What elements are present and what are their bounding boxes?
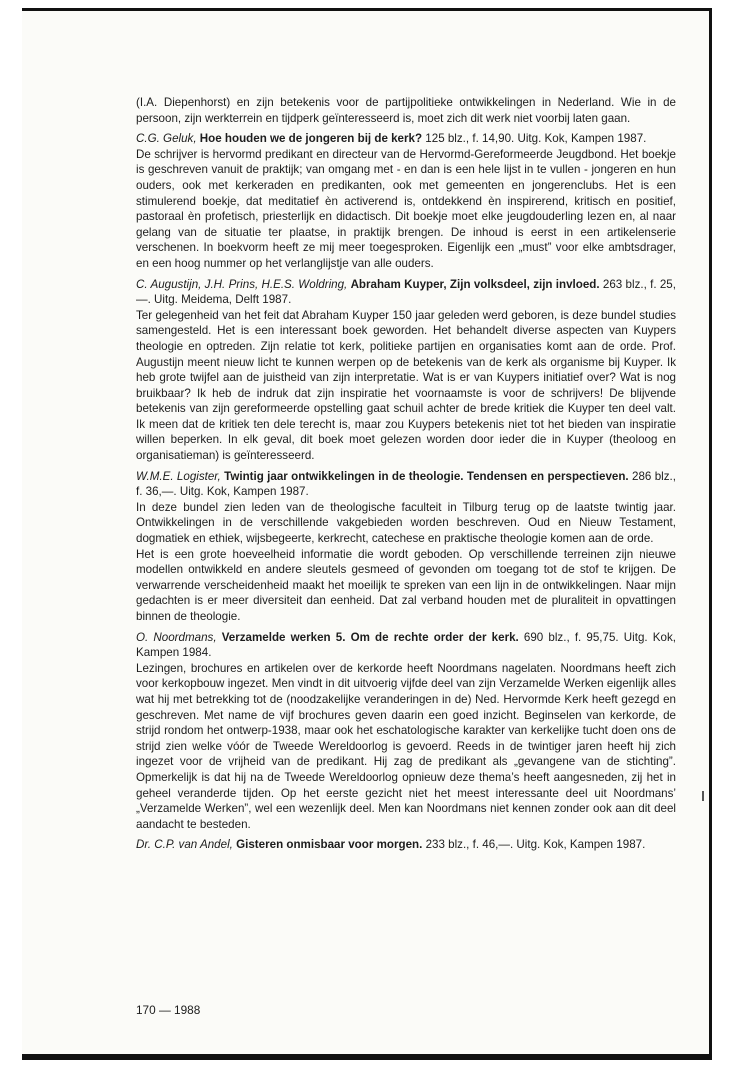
review-logister-2: Het is een grote hoeveelheid informatie die wordt geboden. Op verschillende terreinen zijn nieuwe modellen ontwikkeld en andere sleutels gesmeed of gevonden om toegang tot de stof te krijgen. De verwarrende verscheidenheid maakt het moeilijk te spreken van een lijn in de ontwikkelingen. Naar mijn gedachten is er meer diversiteit dan eenheid. Dat zal verband houden met de pluraliteit in opvattingen binnen de theologie. [136, 547, 676, 623]
review-noordmans: Lezingen, brochures en artikelen over de kerkorde heeft Noordmans nagelaten. Noordmans heeft zich voor kerkopbouw ingezet. Men vindt in dit uitvoerig vijfde deel van zijn Verzamelde Werken eigenlijk alles wat hij met betrekking tot de (noodzakelijke veranderingen in de) Ned. Hervormde Kerk heeft gezegd en geschreven. Met name de vijf brochures geven daarin een goed inzicht. Beginselen van kerkorde, de strijd rondom het ontwerp-1938, maar ook het eschatologische karakter van kerkelijke tucht doen ons de strijd zien welke vóór de Tweede Wereldoorlog is gevoerd. Reeds in de twintiger jaren heeft hij zich ingezet voor de vrijheid van de predikant. Hij zag de predikant als „gevangene van de stichting”. Opmerkelijk is dat hij na de Tweede Wereldoorlog opnieuw deze thema’s heeft aangesneden, zij het in geheel veranderde tijden. Op het eerste gezicht niet het meest interessante deel uit Noordmans’ „Verzamelde Werken”, wel een wezenlijk deel. Men kan Noordmans niet kennen zonder ook aan dit deel aandacht te besteden. [136, 661, 676, 831]
entry-details: 125 blz., f. 14,90. Uitg. Kok, Kampen 1987. [425, 132, 647, 146]
entry-author: Dr. C.P. van Andel, [136, 838, 233, 852]
book-entry-van-andel [136, 837, 676, 853]
review-augustijn: Ter gelegenheid van het feit dat Abraham Kuyper 150 jaar geleden werd geboren, is deze bundel studies samengesteld. Het is een interessant boek geworden. Het behandelt diverse aspecten van Kuypers theologie en optreden. Zijn relatie tot kerk, politieke partijen en organisaties komt aan de orde. Prof. Augustijn meent nieuw licht te kunnen werpen op de betekenis van de kerk als organisme bij Kuyper. Ik heb grote twijfel aan de juistheid van zijn interpretatie. Wat is er van Kuypers initiatief over? Wat is nog bruikbaar? Ik heb de indruk dat zijn inspiratie het voornaamste is voor de schrijvers! De blijvende betekenis van zijn gereformeerde opstelling gaat schuil achter de brede kritiek die Kuyper ten deel valt. Ik meen dat de kritiek ten dele terecht is, maar zou Kuypers betekenis niet tot het bieden van inspiratie willen beperken. In elk geval, dit boek moet gelezen worden door ieder die in Kuyper (theoloog en organisatieman) is geïnteresseerd. [136, 308, 676, 463]
entry-author: C. Augustijn, J.H. Prins, H.E.S. Woldring, [136, 277, 348, 291]
page-number: 170 — 1988 [136, 1003, 201, 1017]
book-entry-augustijn [136, 277, 676, 308]
scan-margin-mark [702, 791, 704, 801]
entry-title: Verzamelde werken 5. Om de rechte order der kerk. [221, 630, 519, 644]
entry-details: 263 blz., f. 25,—. Uitg. Meidema, Delft 1987. [136, 277, 676, 307]
entry-details: 690 blz., f. 95,75. Uitg. Kok, Kampen 1984. [136, 630, 676, 660]
entry-author: C.G. Geluk, [136, 132, 197, 146]
entry-details: 233 blz., f. 46,—. Uitg. Kok, Kampen 1987. [425, 838, 646, 852]
entry-title: Gisteren onmisbaar voor morgen. [236, 838, 423, 852]
review-logister-1: In deze bundel zien leden van de theologische faculteit in Tilburg terug op de laatste twintig jaar. Ontwikkelingen in de verschillende vakgebieden worden beschreven. Oud en Nieuw Testament, dogmatiek en ethiek, wijsbegeerte, kerkrecht, catechese en praktische theologie komen aan de orde. [136, 500, 676, 546]
entry-title: Twintig jaar ontwikkelingen in de theologie. Tendensen en perspectieven. [224, 469, 629, 483]
entry-title: Hoe houden we de jongeren bij de kerk? [199, 132, 423, 146]
entry-author: W.M.E. Logister, [136, 469, 221, 483]
entry-details: 286 blz., f. 36,—. Uitg. Kok, Kampen 1987. [136, 469, 676, 499]
page-body [136, 95, 676, 853]
book-entry-noordmans [136, 630, 676, 661]
entry-author: O. Noordmans, [136, 630, 217, 644]
review-geluk: De schrijver is hervormd predikant en directeur van de Hervormd-Gereformeerde Jeugdbond. Het boekje is geschreven vanuit de praktijk; van omgang met - en dan is een hele lijst in te vullen - jongeren en hun ouders, ook met kerkeraden en predikanten, ook met gemeenten en jongerenclubs. Het is een stimulerend boekje, dat meditatief èn activerend is, ontdekkend èn inspirerend, kritisch en positief, pastoraal èn profetisch, priesterlijk en didactisch. Dit boekje moet elke jeugdouderling lezen en, al naar gelang van de situatie ter plaatse, in praktijk brengen. De inhoud is eerst in een artikelenserie verschenen. In boekvorm heeft ze mij meer toegesproken. Eigenlijk een „must” voor elke ambtsdrager, en een hoog nummer op het verlanglijstje van alle ouders. [136, 147, 676, 270]
document-page [22, 8, 712, 1060]
paragraph-intro: (I.A. Diepenhorst) en zijn betekenis voor de partijpolitieke ontwikkelingen in Nederland. Wie in de persoon, zijn werkterrein en tijdperk geïnteresseerd is, moet zich dit werk niet voorbij laten gaan. [136, 96, 676, 125]
entry-title: Abraham Kuyper, Zijn volksdeel, zijn invloed. [350, 277, 600, 291]
book-entry-logister [136, 469, 676, 500]
book-entry-geluk [136, 131, 676, 147]
